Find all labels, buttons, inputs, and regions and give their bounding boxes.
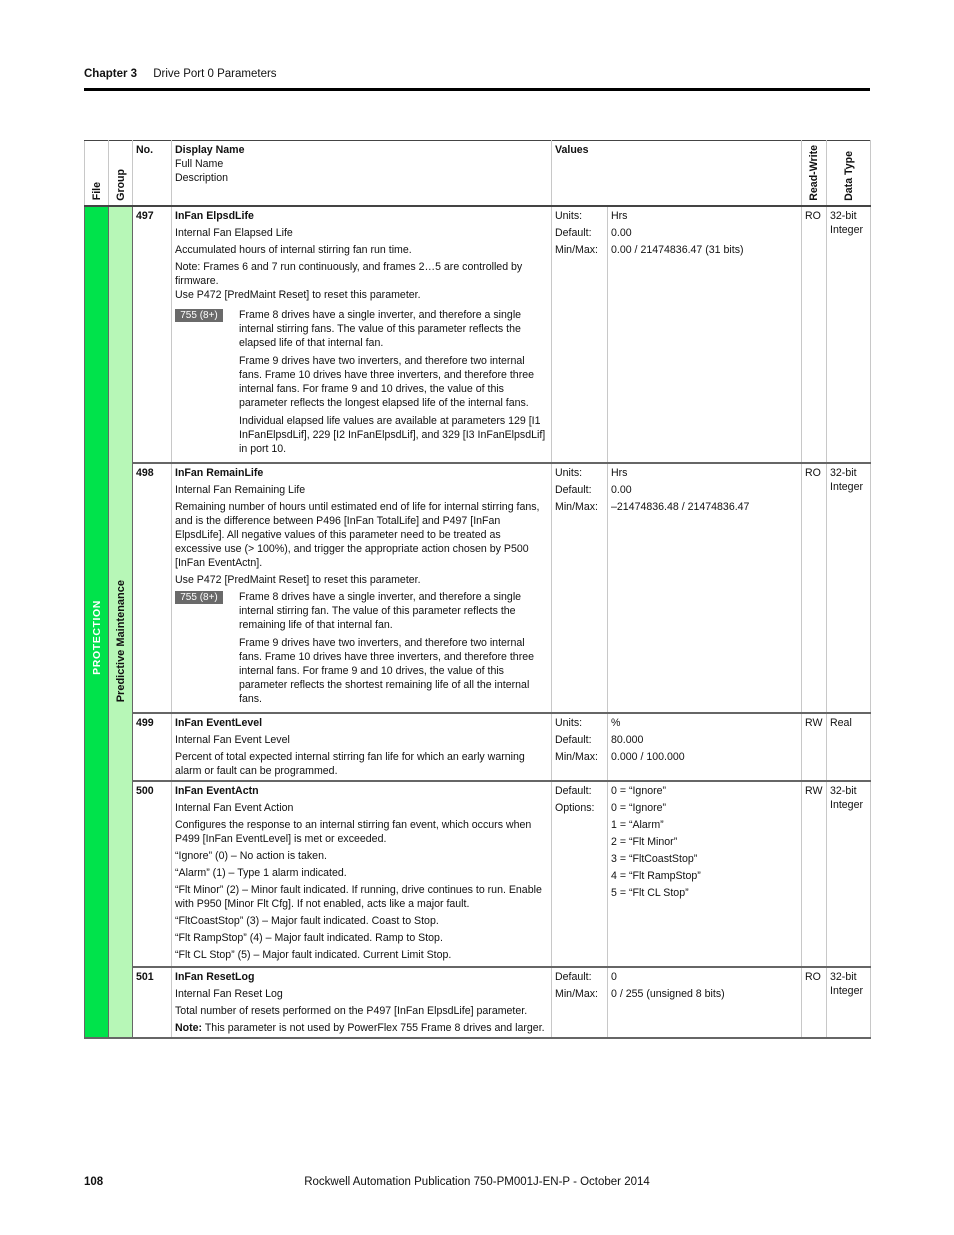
page-header	[84, 68, 277, 80]
header-rule	[84, 88, 870, 91]
data-type: 32-bit Integer	[827, 967, 871, 1038]
data-type: 32-bit Integer	[827, 463, 871, 713]
data-type: Real	[827, 713, 871, 781]
description-line: Percent of total expected internal stirring fan life for which an early warning alarm or fault can be programmed.	[175, 750, 525, 777]
display-name: InFan ResetLog	[175, 970, 255, 983]
param-description-cell	[172, 206, 552, 463]
column-description: Description	[175, 172, 228, 184]
frame-note	[175, 590, 548, 710]
note-paragraph: Frame 8 drives have a single inverter, and therefore a single internal stirring fans. The value of this parameter reflects the elapsed life of that internal fan.	[239, 308, 522, 349]
frame-badge: 755 (8+)	[175, 591, 223, 604]
chapter-title: Drive Port 0 Parameters	[153, 68, 277, 80]
display-name: InFan RemainLife	[175, 466, 264, 479]
param-number: 498	[133, 463, 172, 713]
value-labels: Units: Default: Min/Max:	[552, 713, 608, 781]
full-name: Internal Fan Elapsed Life	[175, 226, 293, 239]
display-name: InFan EventLevel	[175, 716, 263, 729]
column-file: File	[85, 141, 109, 206]
description-line: “Ignore” (0) – No action is taken.	[175, 849, 327, 862]
full-name: Internal Fan Reset Log	[175, 987, 283, 1000]
param-number: 499	[133, 713, 172, 781]
display-name: InFan ElpsdLife	[175, 209, 254, 222]
description-line: Use P472 [PredMaint Reset] to reset this parameter.	[175, 573, 421, 586]
note-paragraph: Frame 9 drives have two inverters, and therefore two internal fans. Frame 10 drives have three inverters, and therefore three internal fans. For frame 9 and 10 drives, the value of this parameter reflects the shortest remaining life of all the internal fans.	[239, 636, 535, 705]
full-name: Internal Fan Event Level	[175, 733, 290, 746]
data-type: 32-bit Integer	[827, 206, 871, 463]
column-display-name: Display Name	[175, 144, 245, 156]
publication-footer: Rockwell Automation Publication 750-PM001J-EN-P - October 2014	[304, 1176, 650, 1188]
param-description-cell	[172, 967, 552, 1038]
description-line: “Flt RampStop” (4) – Major fault indicated. Ramp to Stop.	[175, 931, 443, 944]
param-row-499	[85, 713, 871, 781]
param-description-cell	[172, 463, 552, 713]
description-line: Use P472 [PredMaint Reset] to reset this parameter.	[175, 288, 421, 301]
file-label: PROTECTION	[90, 599, 103, 675]
param-row-501	[85, 967, 871, 1038]
value-labels: Default: Options:	[552, 781, 608, 967]
display-name: InFan EventActn	[175, 784, 259, 797]
column-group: Group	[109, 141, 133, 206]
value-labels: Units: Default: Min/Max:	[552, 206, 608, 463]
frame-badge: 755 (8+)	[175, 309, 223, 322]
value-values: % 80.000 0.000 / 100.000	[608, 713, 802, 781]
read-write: RW	[802, 781, 827, 967]
description-line: “Flt CL Stop” (5) – Major fault indicated. Current Limit Stop.	[175, 948, 452, 961]
param-number: 500	[133, 781, 172, 967]
value-values: 0 0 / 255 (unsigned 8 bits)	[608, 967, 802, 1038]
column-values: Values	[552, 141, 802, 206]
group-cell	[109, 206, 133, 1038]
param-description-cell	[172, 781, 552, 967]
full-name: Internal Fan Remaining Life	[175, 483, 306, 496]
description-line: “FltCoastStop” (3) – Major fault indicated. Coast to Stop.	[175, 914, 439, 927]
read-write: RO	[802, 967, 827, 1038]
read-write: RW	[802, 713, 827, 781]
column-read-write: Read-Write	[802, 141, 827, 206]
full-name: Internal Fan Event Action	[175, 801, 294, 814]
frame-note	[175, 308, 548, 460]
param-row-498	[85, 463, 871, 713]
group-label: Predictive Maintenance	[114, 580, 127, 703]
description-line: Note: Frames 6 and 7 run continuously, and frames 2…5 are controlled by firmware.	[175, 260, 523, 287]
read-write: RO	[802, 206, 827, 463]
column-full-name: Full Name	[175, 158, 224, 170]
description-line: Remaining number of hours until estimated end of life for internal stirring fans, and is the difference between P496 [InFan TotalLife] and P497 [InFan ElpsdLife]. All negative values of this parameter need to be treated as excessive use (> 100%), and trigger the appropriate action chosen by P500 [InFan EventActn].	[175, 500, 540, 569]
column-no: No.	[133, 141, 172, 206]
value-labels: Default: Min/Max:	[552, 967, 608, 1038]
note-paragraph: Individual elapsed life values are available at parameters 129 [I1 InFanElpsdLif], 229 [I2 InFanElpsdLif], and 329 [I3 InFanElpsdLif] in port 10.	[239, 414, 546, 455]
description-line: Total number of resets performed on the P497 [InFan ElpsdLife] parameter.	[175, 1004, 528, 1017]
data-type: 32-bit Integer	[827, 781, 871, 967]
value-values: Hrs 0.00 –21474836.48 / 21474836.47	[608, 463, 802, 713]
note-paragraph: Frame 8 drives have a single inverter, and therefore a single internal stirring fan. The value of this parameter reflects the remaining life of that internal fan.	[239, 590, 522, 631]
param-row-497	[85, 206, 871, 463]
value-values: Hrs 0.00 0.00 / 21474836.47 (31 bits)	[608, 206, 802, 463]
param-description-cell	[172, 713, 552, 781]
description-line: “Flt Minor” (2) – Minor fault indicated. If running, drive continues to run. Enable with P950 [Minor Flt Cfg]. If not enabled, acts like a major fault.	[175, 883, 542, 910]
chapter-label: Chapter 3	[84, 68, 138, 80]
param-row-500	[85, 781, 871, 967]
file-cell	[85, 206, 109, 1038]
description-line: Accumulated hours of internal stirring fan run time.	[175, 243, 412, 256]
column-names	[172, 141, 552, 206]
note-line: Note: This parameter is not used by PowerFlex 755 Frame 8 drives and larger.	[175, 1021, 545, 1034]
column-data-type: Data Type	[827, 141, 871, 206]
description-line: “Alarm” (1) – Type 1 alarm indicated.	[175, 866, 347, 879]
read-write: RO	[802, 463, 827, 713]
value-values: 0 = “Ignore” 0 = “Ignore” 1 = “Alarm” 2 = “Flt Minor” 3 = “FltCoastStop” 4 = “Flt RampStop” 5 = “Flt CL Stop”	[608, 781, 802, 967]
note-paragraph: Frame 9 drives have two inverters, and therefore two internal fans. Frame 10 drives have three inverters, and therefore three internal fans. For frame 9 and 10 drives, the value of this parameter reflects the longest elapsed life of the internal fans.	[239, 354, 535, 409]
value-labels: Units: Default: Min/Max:	[552, 463, 608, 713]
param-number: 497	[133, 206, 172, 463]
page-number: 108	[84, 1176, 104, 1188]
parameter-table	[84, 140, 871, 1039]
description-line: Configures the response to an internal stirring fan event, which occurs when P499 [InFan EventLevel] is met or exceeded.	[175, 818, 532, 845]
param-number: 501	[133, 967, 172, 1038]
